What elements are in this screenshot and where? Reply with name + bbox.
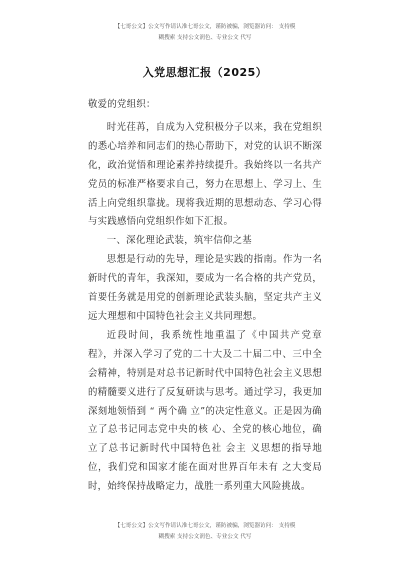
document-body [88, 96, 322, 497]
section-heading: 一、深化理论武装，筑牢信仰之基 [106, 235, 252, 247]
watermark-line-2: 糊搜索 支持公文润色、专业公文 代写 [158, 35, 252, 41]
paragraph-intro: 时光荏苒，自成为入党积极分子以来，我在党组织的悉心培养和同志们的热心帮助下，对党的认识不断深化，政治觉悟和理论素养持续提升。我始终以一名共产党员的标准严格要求自己，努力在思想上、学习上、生活上向党组织靠拢。现将我近期的思想动态、学习心得与实践感悟向党组织作如下汇报。 [88, 121, 322, 228]
document-title: 入党思想汇报（2025） [142, 66, 268, 79]
paragraph-theory: 思想是行动的先导，理论是实践的指南。作为一名新时代的青年，我深知，要成为一名合格的共产党员，首要任务就是用党的创新理论武装头脑，坚定共产主义远大理想和中国特色社会主义共同理想。 [88, 254, 322, 322]
watermark-line-1: 【七哥公文】公文写作请认准七哥公文，谨防被骗，浏览器访问： 支持模 [114, 24, 296, 30]
watermark-header [44, 22, 366, 44]
paragraph-study: 近段时间，我系统性地重温了《中国共产党章程》，并深入学习了党的二十大及二十届二中、三中全会精神，特别是对总书记新时代中国特色社会主义思想的精髓要义进行了反复研读与思考。通过学习，我更加深刻地领悟到 “ 两个确 立”的决定性意义。正是因为确立了总书记同志党中央的核 心、全党的核心地位，确立了总书记新时代中国特色社 会主 义思想的指导地位，我们党和国家才能在面对世界百年未有 之大变局时，始终保持战略定力，战胜一系列重大风险挑战。 [88, 329, 322, 493]
watermark-footer [44, 521, 366, 543]
greeting: 敬爱的党组织： [88, 99, 156, 110]
watermark-line-1: 【七哥公文】公文写作请认准七哥公文，谨防被骗，浏览器访问： 支持模 [114, 523, 296, 529]
watermark-line-2: 糊搜索 支持公文润色、专业公文 代写 [158, 534, 252, 540]
